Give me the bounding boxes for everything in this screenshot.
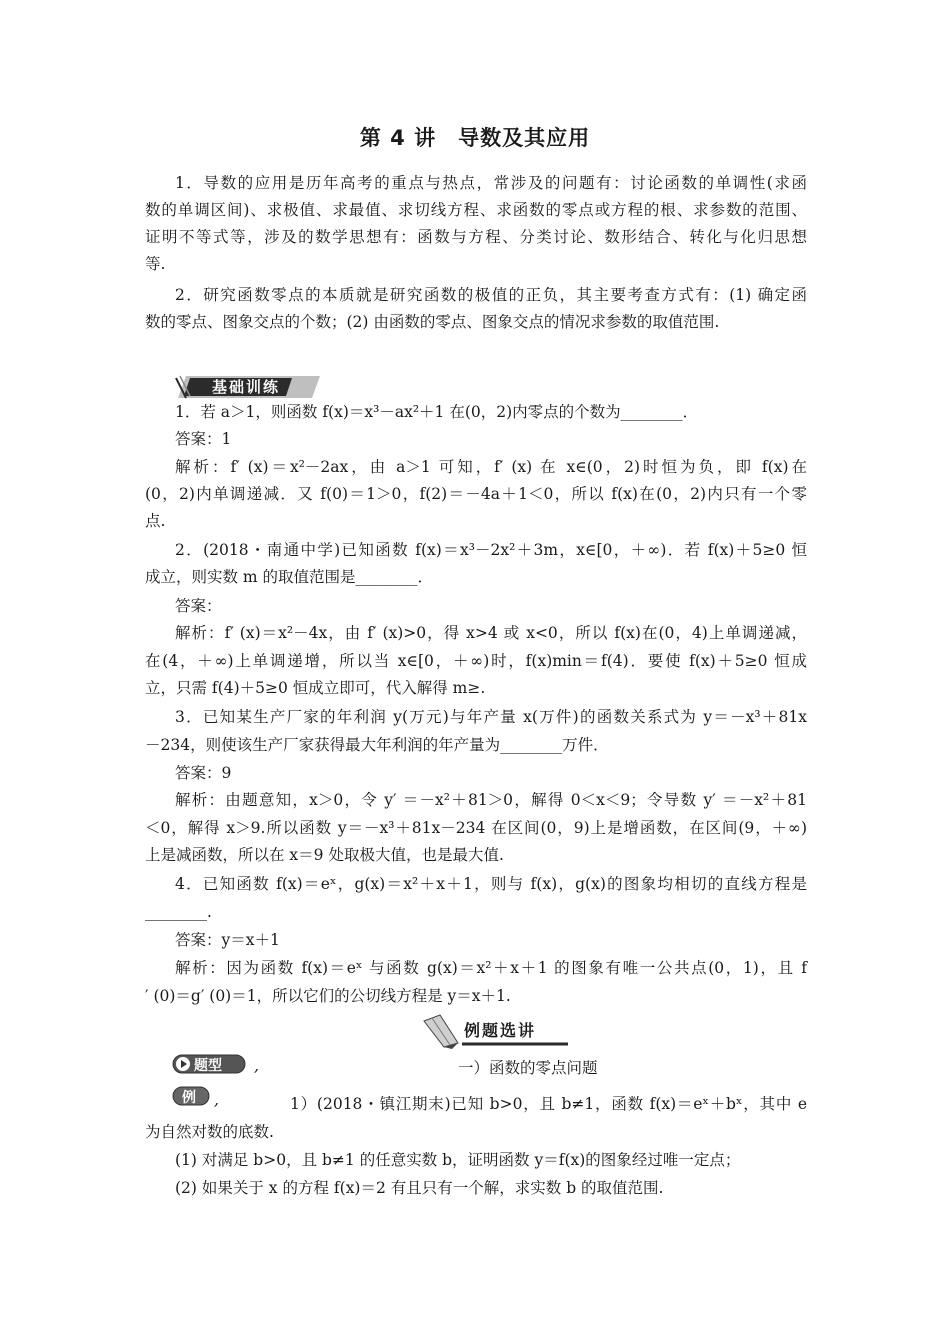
q2-answer: 答案：: [175, 597, 222, 615]
example-part-1: (1) 对满足 b>0，且 b≠1 的任意实数 b，证明函数 y＝f(x)的图象经过唯一定点；: [175, 1151, 741, 1169]
section-banner-examples: [418, 1013, 578, 1049]
intro-p2-line-2: 数的零点、图象交点的个数；(2) 由函数的零点、图象交点的情况求参数的取值范围.: [145, 313, 720, 331]
q4-answer: 答案：y＝x＋1: [175, 931, 280, 949]
intro-p1-line-2: 数的单调区间)、求极值、求最值、求切线方程、求函数的零点或方程的根、求参数的范围、: [145, 201, 807, 219]
intro-p1-line-3: 证明不等式等，涉及的数学思想有：函数与方程、分类讨论、数形结合、转化与化归思想: [145, 228, 807, 246]
intro-p1-line-1: 1．导数的应用是历年高考的重点与热点，常涉及的问题有：讨论函数的单调性(求函: [175, 174, 807, 192]
section-banner-label: 基础训练: [212, 378, 281, 396]
q3-stem-line-2: －234，则使该生产厂家获得最大年利润的年产量为________万件．: [145, 736, 609, 754]
topic-comma: ,: [254, 1057, 259, 1075]
example-line-1: 1）(2018・镇江期末)已知 b>0，且 b≠1，函数 f(x)＝eˣ＋bˣ，其中 e: [290, 1095, 807, 1113]
q1-answer: 答案：1: [175, 430, 232, 448]
q3-answer: 答案：9: [175, 764, 232, 782]
q1-analysis-line-1: 解析：f′ (x)＝x²－2ax，由 a＞1 可知，f′ (x) 在 x∈(0，2)时恒为负，即 f(x)在: [175, 458, 807, 476]
q4-stem-line-2: ________.: [145, 903, 212, 921]
intro-p1-line-4: 等.: [145, 255, 166, 273]
example-comma: ,: [214, 1091, 219, 1109]
q3-analysis-line-2: ＜0，解得 x＞9.所以函数 y＝－x³＋81x－234 在区间(0，9)上是增函数，在区间(9，＋∞): [145, 819, 807, 837]
example-line-2: 为自然对数的底数.: [145, 1123, 274, 1141]
q4-stem-line-1: 4．已知函数 f(x)＝eˣ，g(x)＝x²＋x＋1，则与 f(x)，g(x)的图象均相切的直线方程是: [175, 875, 807, 893]
example-part-2: (2) 如果关于 x 的方程 f(x)＝2 有且只有一个解，求实数 b 的取值范围.: [175, 1179, 664, 1197]
q2-analysis-line-2: 在(4，＋∞)上单调递增，所以当 x∈[0，＋∞)时，f(x)min＝f(4)．要使 f(x)＋5≥0 恒成: [145, 652, 807, 670]
q2-analysis-line-3: 立，只需 f(4)＋5≥0 恒成立即可，代入解得 m≥.: [145, 679, 486, 697]
section-banner-label-2: 例题选讲: [464, 1021, 537, 1040]
q3-analysis-line-1: 解析：由题意知，x＞0，令 y′ ＝－x²＋81＞0，解得 0＜x＜9；令导数 y′ ＝－x²＋81: [175, 791, 807, 809]
q2-stem-line-2: 成立，则实数 m 的取值范围是________．: [145, 568, 434, 586]
example-badge: [172, 1086, 210, 1106]
q4-analysis-line-1: 解析：因为函数 f(x)＝eˣ 与函数 g(x)＝x²＋x＋1 的图象有唯一公共点(0，1)，且 f: [175, 959, 807, 977]
q4-analysis-line-2: ′ (0)＝g′ (0)＝1，所以它们的公切线方程是 y＝x＋1.: [145, 987, 511, 1005]
q1-analysis-line-3: 点.: [145, 512, 166, 530]
q1-stem: 1．若 a＞1，则函数 f(x)＝x³－ax²＋1 在(0，2)内零点的个数为________．: [175, 403, 699, 421]
example-badge-label: 例: [182, 1090, 196, 1106]
page-title: 第 4 讲 导数及其应用: [359, 126, 591, 150]
q3-analysis-line-3: 上是减函数，所以在 x＝9 处取极大值，也是最大值.: [145, 846, 504, 864]
q1-analysis-line-2: (0，2)内单调递减．又 f(0)＝1＞0，f(2)＝－4a＋1＜0，所以 f(x)在(0，2)内只有一个零: [145, 485, 807, 503]
q2-stem-line-1: 2．(2018・南通中学)已知函数 f(x)＝x³－2x²＋3m，x∈[0，＋∞)．若 f(x)＋5≥0 恒: [175, 541, 807, 559]
q2-analysis-line-1: 解析：f′ (x)＝x²－4x，由 f′ (x)>0，得 x>4 或 x<0，所以 f(x)在(0，4)上单调递减，: [175, 624, 807, 642]
topic-badge: [172, 1054, 246, 1074]
topic-text: 一）函数的零点问题: [458, 1059, 598, 1077]
section-banner-basic-training: [172, 372, 322, 400]
q3-stem-line-1: 3．已知某生产厂家的年利润 y(万元)与年产量 x(万件)的函数关系式为 y＝－x³＋81x: [175, 708, 807, 726]
topic-badge-label: 题型: [194, 1058, 222, 1074]
intro-p2-line-1: 2．研究函数零点的本质就是研究函数的极值的正负，其主要考查方式有：(1) 确定函: [175, 286, 807, 304]
